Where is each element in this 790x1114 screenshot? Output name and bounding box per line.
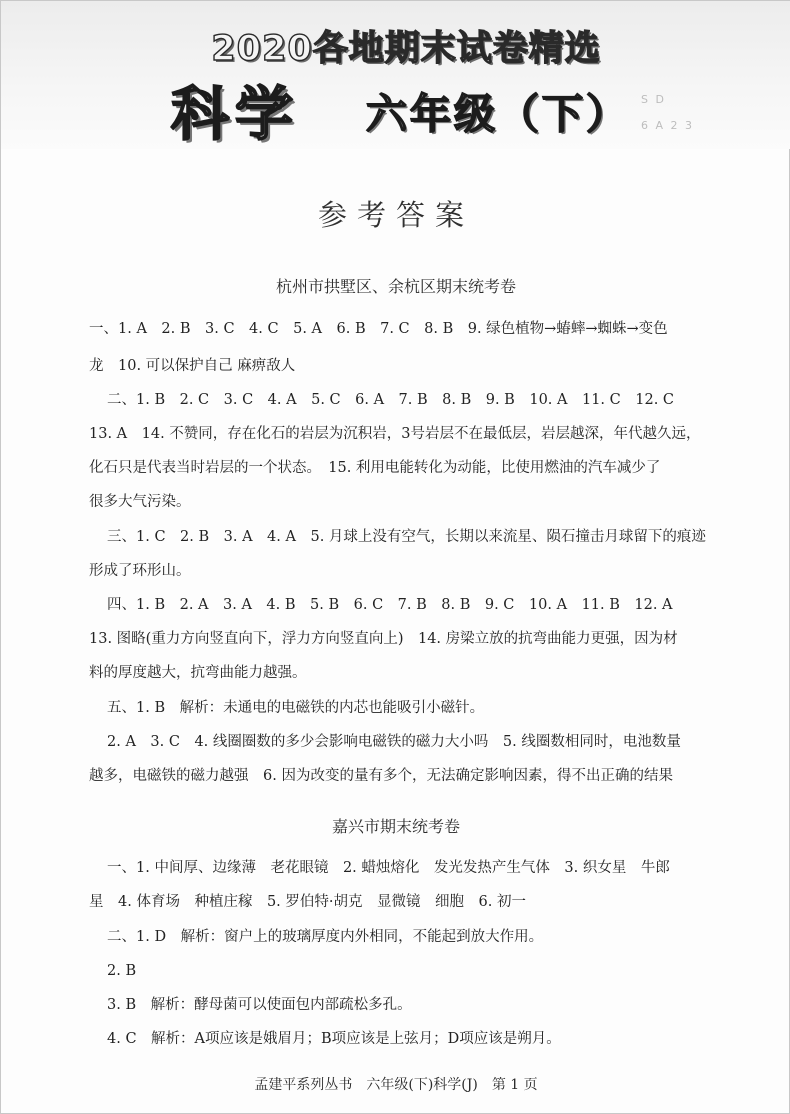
answer-line: 3. B 解析：酵母菌可以使面包内部疏松多孔。 <box>107 997 412 1013</box>
series-title: 2020各地期末试卷精选 <box>211 29 601 69</box>
faint-mark-left: S D <box>641 93 666 106</box>
answer-line: 星 4. 体育场 种植庄稼 5. 罗伯特·胡克 显微镜 细胞 6. 初一 <box>89 894 526 910</box>
section-title: 嘉兴市期末统考卷 <box>331 817 460 836</box>
answer-line: 二、1. B 2. C 3. C 4. A 5. C 6. A 7. B 8. B 9. B 10. A 11. C 12. C <box>107 392 675 408</box>
answer-line: 13. A 14. 不赞同，存在化石的岩层为沉积岩，3号岩层不在最低层，岩层越深，年代越久远， <box>89 426 701 442</box>
answer-line: 2. B <box>107 963 137 979</box>
header-banner <box>1 1 790 149</box>
answer-line: 越多，电磁铁的磁力越强 6. 因为改变的量有多个，无法确定影响因素，得不出正确的结果 <box>89 768 673 784</box>
section-title: 杭州市拱墅区、余杭区期末统考卷 <box>275 277 516 296</box>
answer-line: 一、1. 中间厚、边缘薄 老花眼镜 2. 蜡烛熔化 发光发热产生气体 3. 织女星 牛郎 <box>107 860 670 876</box>
answer-line: 很多大气污染。 <box>89 494 191 510</box>
answer-line: 三、1. C 2. B 3. A 4. A 5. 月球上没有空气，长期以来流星、陨石撞击月球留下的痕迹 <box>107 529 706 545</box>
answer-line: 化石只是代表当时岩层的一个状态。 15. 利用电能转化为动能，比使用燃油的汽车减少了 <box>89 460 661 476</box>
answer-line: 4. C 解析：A项应该是娥眉月；B项应该是上弦月；D项应该是朔月。 <box>107 1031 561 1047</box>
answer-line: 13. 图略(重力方向竖直向下，浮力方向竖直向上) 14. 房梁立放的抗弯曲能力更强，因为材 <box>89 631 678 647</box>
answer-line: 2. A 3. C 4. 线圈圈数的多少会影响电磁铁的磁力大小吗 5. 线圈数相同时，电池数量 <box>107 734 681 750</box>
subject-title: 科学 <box>171 80 300 148</box>
answer-line: 四、1. B 2. A 3. A 4. B 5. B 6. C 7. B 8. B 9. C 10. A 11. B 12. A <box>107 597 673 613</box>
page-title: 参考答案 <box>317 198 474 232</box>
answer-line: 料的厚度越大，抗弯曲能力越强。 <box>89 665 307 681</box>
answer-line: 五、1. B 解析：未通电的电磁铁的内芯也能吸引小磁针。 <box>107 700 485 716</box>
grade-title: 六年级（下） <box>366 90 630 138</box>
answer-line: 龙 10. 可以保护自己 麻痹敌人 <box>89 358 296 374</box>
answer-line: 二、1. D 解析：窗户上的玻璃厚度内外相同，不能起到放大作用。 <box>107 929 544 945</box>
answer-line: 形成了环形山。 <box>89 563 191 579</box>
faint-mark-right: 6 A 2 3 <box>641 119 695 132</box>
page-footer: 孟建平系列丛书 六年级(下)科学(J) 第 1 页 <box>254 1077 538 1093</box>
answer-line: 一、1. A 2. B 3. C 4. C 5. A 6. B 7. C 8. B 9. 绿色植物→蝽蟀→蜘蛛→变色 <box>89 321 668 337</box>
